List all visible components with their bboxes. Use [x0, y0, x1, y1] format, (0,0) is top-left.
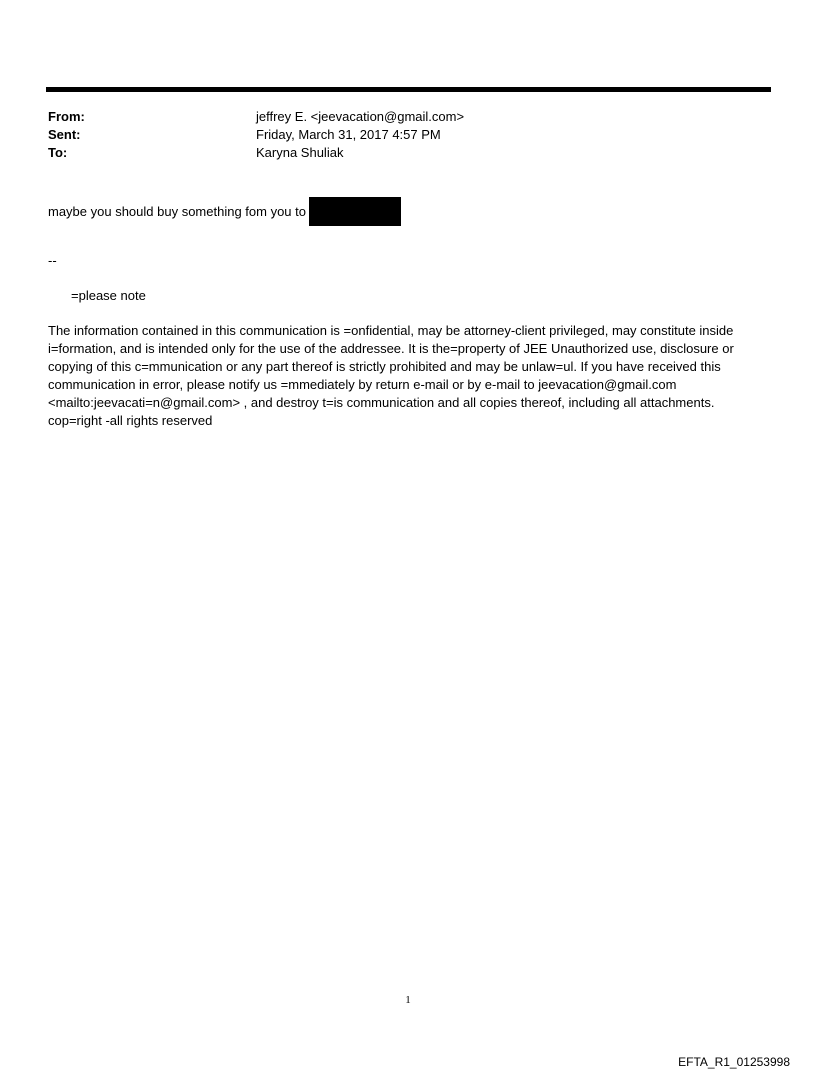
header-row-from — [48, 108, 748, 126]
email-body — [48, 197, 401, 226]
signature-separator: -- — [48, 253, 57, 268]
to-value: Karyna Shuliak — [256, 145, 344, 160]
sent-label: Sent: — [48, 127, 81, 142]
page-number: 1 — [405, 994, 411, 1006]
sent-value: Friday, March 31, 2017 4:57 PM — [256, 127, 441, 142]
to-label: To: — [48, 145, 68, 160]
body-text: maybe you should buy something fom you to — [48, 203, 306, 219]
header-row-to — [48, 144, 748, 162]
redaction-box — [309, 197, 401, 226]
please-note: =please note — [71, 288, 146, 303]
document-id: EFTA_R1_01253998 — [678, 1055, 790, 1069]
email-header — [48, 108, 748, 162]
header-rule — [46, 87, 771, 92]
header-row-sent — [48, 126, 748, 144]
confidentiality-disclaimer: The information contained in this communication is =onfidential, may be attorney-client privileged, may constitute inside i=formation, and is intended only for the use of the addressee. It is the=property of JEE Unauthorized use, disclosure or copying of this c=mmunication or any part thereof is strictly prohibited and may be unlaw=ul. If you have received this communication in error, please notify us =mmediately by return e-mail or by e-mail to jeevacation@gmail.com <mailto:jeevacati=n@gmail.com> , and destroy t=is communication and all copies thereof, including all attachments. cop=right -all rights reserved — [48, 323, 734, 428]
from-label: From: — [48, 109, 85, 124]
from-value: jeffrey E. <jeevacation@gmail.com> — [256, 109, 465, 124]
